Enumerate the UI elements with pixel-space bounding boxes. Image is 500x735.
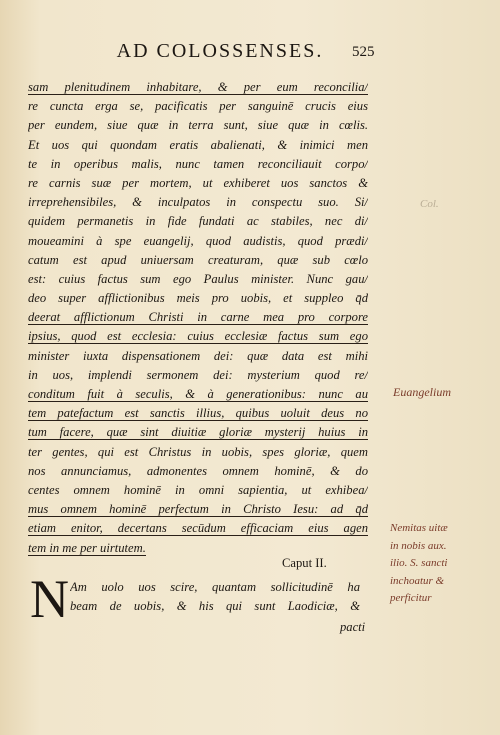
text-line: est: cuius factus sum ego Paulus minister. Nunc gau/ — [28, 271, 368, 286]
text-line: catum est apud uniuersam creaturam, quæ sub cœlo — [28, 252, 368, 267]
text-line underlined-line: conditum fuit à seculis, & à generationibus: nunc au — [28, 387, 368, 401]
text-line: Et uos qui quondam eratis abalienati, & inimici men — [28, 137, 368, 152]
text-line: tem in me per uirtutem. — [28, 540, 146, 555]
text-line underlined-line: mus omnem hominē perfectum in Christo Iesu: ad q̄d — [28, 502, 368, 517]
text-line underlined-line: tum facere, quæ sint diuitiæ gloriæ mysterij huius in — [28, 425, 368, 440]
text-line: sam plenitudinem inhabitare, & per eum reconcilia/ — [28, 80, 368, 94]
text-line: centes omnem hominē in omni sapientia, ut exhibea/ — [28, 482, 368, 497]
text-line underlined-line: ipsius, quod est ecclesia: cuius ecclesiæ factus sum ego — [28, 329, 368, 344]
note-line: perficitur — [390, 592, 432, 604]
marginal-note-euangelium: Euangelium — [393, 385, 451, 399]
faint-margin-mark: Col. — [420, 198, 439, 210]
note-line: ilio. S. sancti — [390, 557, 448, 569]
folio-number: 525 — [352, 44, 375, 60]
note-line: in nobis aux. — [390, 539, 447, 552]
text-line underlined-line: deerat afflictionum Christi in carne mea pro corpore — [28, 310, 368, 325]
text-line: ter gentes, qui est Christus in uobis, spes gloriæ, quem — [28, 444, 368, 459]
chapter-two-opening — [70, 578, 360, 616]
text-line: deo super afflictionibus meis pro uobis, et suppleo q̄d — [28, 291, 368, 306]
text-line: beam de uobis, & his qui sunt Laodiciæ, & — [70, 599, 360, 614]
text-line: minister iuxta dispensationem dei: quæ data est mihi — [28, 348, 368, 363]
text-line underlined-line: etiam enitor, decertans secūdum efficaciam eius agen — [28, 521, 368, 536]
note-line: inchoatur & — [390, 574, 445, 587]
text-line: in uos, implendi sermonem dei: mysterium quod re/ — [28, 367, 368, 382]
text-line: quidem permanetis in fide fundati ac stabiles, nec di/ — [28, 214, 368, 229]
text-line: te in operibus malis, nunc tamen reconciliauit corpo/ — [28, 156, 368, 171]
text-line: re cuncta erga se, pacificatis per sanguinē crucis eius — [28, 99, 368, 114]
text-line: Am uolo uos scire, quantam sollicitudinē ha — [70, 580, 360, 594]
catchword: pacti — [340, 620, 366, 634]
text-line: irreprehensibiles, & inculpatos in conspectu suo. Si/ — [28, 195, 368, 210]
main-text-block — [28, 78, 368, 558]
text-line: moueamini à spe euangelij, quod audistis, quod prædi/ — [28, 233, 368, 248]
drop-cap-initial: N — [30, 569, 69, 629]
running-title: AD COLOSSENSES. — [116, 40, 324, 62]
text-line: re carnis suæ per mortem, ut exhiberet uos sanctos & — [28, 175, 368, 190]
handwritten-marginal-note — [390, 520, 495, 608]
note-line: Nemitas uitæ — [390, 522, 448, 534]
text-line underlined-line: tem patefactum est sanctis illius, quibus uoluit deus no — [28, 406, 368, 421]
chapter-heading: Caput II. — [282, 556, 327, 570]
text-line: nos annunciamus, admonentes omnem hominē, & do — [28, 463, 368, 478]
text-line: per eundem, siue quæ in terra sunt, siue quæ in cœlis. — [28, 118, 368, 133]
